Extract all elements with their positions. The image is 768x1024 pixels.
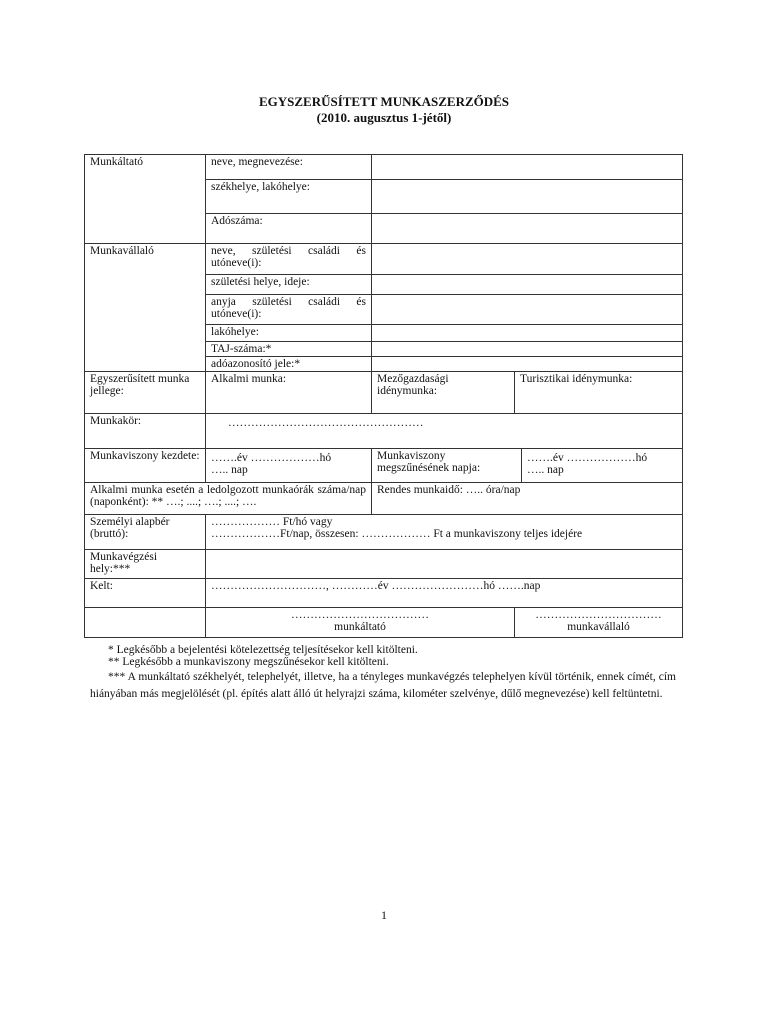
- employer-label: Munkáltató: [85, 155, 206, 244]
- start-date-line2: ….. nap: [211, 464, 248, 476]
- job-label: Munkakör:: [85, 414, 206, 449]
- employer-seat-field[interactable]: [372, 180, 683, 214]
- footnotes: [90, 644, 676, 703]
- employer-signature-label: munkáltató: [334, 621, 386, 633]
- employer-tax-field[interactable]: [372, 214, 683, 244]
- employee-mother-label: anyja születési családi és utóneve(i):: [206, 295, 372, 325]
- end-date-field[interactable]: [522, 449, 683, 483]
- employee-signature-label: munkavállaló: [567, 621, 630, 633]
- work-type-tourism[interactable]: Turisztikai idénymunka:: [515, 372, 683, 414]
- footnote-3: *** A munkáltató székhelyét, telephelyét, illetve, ha a tényleges munkavégzés telephelyen kívül történik, ennek címét, cím hiányában más megjelölését (pl. építés alatt álló út helyrajzi száma, kilométer szelvénye, dűlő megnevezése) kell feltüntetni.: [90, 671, 676, 700]
- dated-field[interactable]: …………………………, …………év ……………………hó …….nap: [206, 579, 683, 608]
- wage-field[interactable]: [206, 515, 683, 550]
- employer-name-label: neve, megnevezése:: [206, 155, 372, 180]
- end-date-line1: …….év ………………hó: [527, 452, 648, 464]
- employer-signature-dots: ………………………………: [291, 609, 429, 621]
- wage-label: Személyi alapbér (bruttó):: [85, 515, 206, 550]
- workplace-label: Munkavégzési hely:***: [85, 550, 206, 579]
- start-label: Munkaviszony kezdete:: [85, 449, 206, 483]
- regular-hours-label[interactable]: Rendes munkaidő: ….. óra/nap: [372, 483, 683, 515]
- employee-signature[interactable]: [515, 608, 683, 638]
- employee-label: Munkavállaló: [85, 244, 206, 372]
- employee-birth-label: születési helye, ideje:: [206, 275, 372, 295]
- wage-line2: ………………Ft/nap, összesen: ……………… Ft a munkaviszony teljes idejére: [211, 528, 583, 540]
- employee-tax-id-label: adóazonosító jele:*: [206, 357, 372, 372]
- document-subtitle: (2010. augusztus 1-jétől): [316, 110, 452, 125]
- employer-signature[interactable]: [206, 608, 515, 638]
- footnote-2: ** Legkésőbb a munkaviszony megszűnésekor kell kitölteni.: [108, 656, 389, 668]
- employee-birth-field[interactable]: [372, 275, 683, 295]
- employer-seat-label: székhelye, lakóhelye:: [206, 180, 372, 214]
- work-type-label: Egyszerűsített munka jellege:: [85, 372, 206, 414]
- workplace-field[interactable]: [206, 550, 683, 579]
- dated-label: Kelt:: [85, 579, 206, 608]
- end-date-line2: ….. nap: [527, 464, 564, 476]
- contract-form-table: [84, 154, 683, 638]
- employee-taj-field[interactable]: [372, 342, 683, 357]
- signature-blank-cell: [85, 608, 206, 638]
- page-number: 1: [381, 908, 387, 922]
- casual-hours-label[interactable]: Alkalmi munka esetén a ledolgozott munkaórák száma/nap (naponként): ** ….; ....; ….; ....; ….: [85, 483, 372, 515]
- employee-taj-label: TAJ-száma:*: [206, 342, 372, 357]
- employee-mother-field[interactable]: [372, 295, 683, 325]
- employee-name-field[interactable]: [372, 244, 683, 275]
- job-field[interactable]: ……………………………………………: [206, 414, 683, 449]
- employee-signature-dots: ……………………………: [535, 609, 662, 621]
- employee-name-label: neve, születési családi és utóneve(i):: [206, 244, 372, 275]
- wage-line1: ……………… Ft/hó vagy: [211, 516, 333, 528]
- employer-name-field[interactable]: [372, 155, 683, 180]
- work-type-casual[interactable]: Alkalmi munka:: [206, 372, 372, 414]
- document-title: EGYSZERŰSÍTETT MUNKASZERZŐDÉS: [258, 94, 510, 109]
- start-date-field[interactable]: [206, 449, 372, 483]
- employee-address-field[interactable]: [372, 325, 683, 342]
- work-type-agri[interactable]: Mezőgazdasági idénymunka:: [372, 372, 515, 414]
- start-date-line1: …….év ………………hó: [211, 452, 332, 464]
- end-label: Munkaviszony megszűnésének napja:: [372, 449, 522, 483]
- footnote-1: * Legkésőbb a bejelentési kötelezettség teljesítésekor kell kitölteni.: [108, 644, 418, 656]
- employee-address-label: lakóhelye:: [206, 325, 372, 342]
- employee-tax-id-field[interactable]: [372, 357, 683, 372]
- employer-tax-label: Adószáma:: [206, 214, 372, 244]
